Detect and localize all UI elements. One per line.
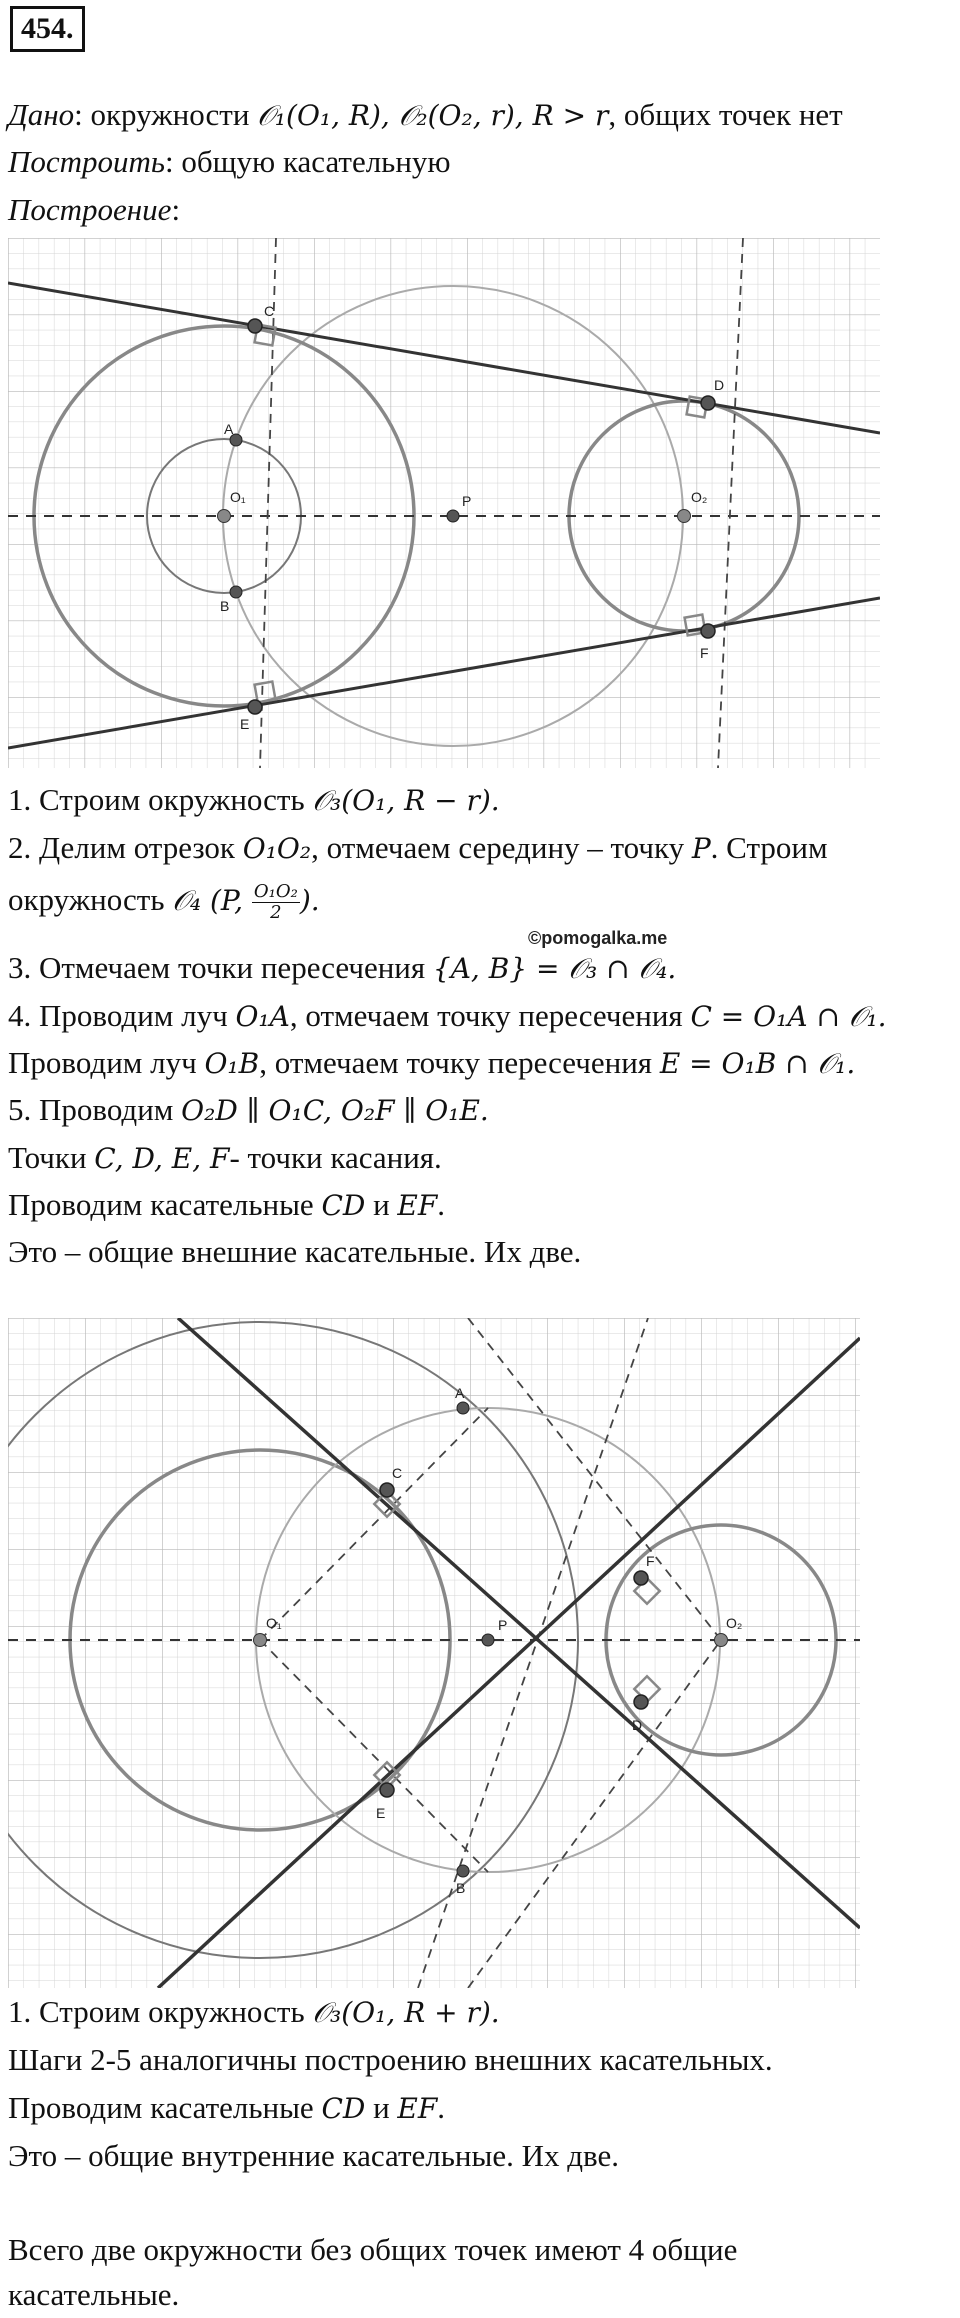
label-d: D — [632, 1717, 643, 1733]
given-text-post: , общих точек нет — [608, 97, 843, 132]
grid-major — [8, 1318, 860, 1988]
point-o2 — [678, 510, 691, 523]
construction-label: Построение — [8, 192, 172, 227]
ext-step-3: 3. Отмечаем точки пересечения {A, B} = 𝒪₃ ∩ 𝒪₄. — [8, 950, 677, 985]
label-o1: O₁ — [266, 1615, 282, 1631]
figure-internal-tangents — [8, 1318, 860, 1988]
point-o2 — [715, 1634, 728, 1647]
label-o2: O₂ — [691, 489, 708, 505]
int-step-2: Шаги 2-5 аналогичны построению внешних касательных. — [8, 2042, 773, 2077]
label-c: C — [392, 1465, 403, 1481]
point-a — [457, 1402, 469, 1414]
given-math: 𝒪₁(O₁, R), 𝒪₂(O₂, r), R > r — [257, 99, 609, 132]
ext-step-6: Точки C, D, E, F- точки касания. — [8, 1140, 442, 1175]
grid-major — [8, 238, 880, 768]
label-d: D — [714, 377, 725, 393]
point-d — [634, 1695, 648, 1709]
construction-line: Построение: — [8, 192, 181, 227]
point-c — [380, 1483, 394, 1497]
point-b — [230, 586, 242, 598]
label-e: E — [240, 716, 250, 732]
ext-step-2: 2. Делим отрезок O₁O₂, отмечаем середину – точку P. Строим — [8, 830, 828, 865]
point-p — [482, 1634, 494, 1646]
construct-line: Построить: общую касательную — [8, 144, 451, 179]
conclusion-line-2: касательные. — [8, 2277, 180, 2312]
ext-step-5: 5. Проводим O₂D ∥ O₁C, O₂F ∥ O₁E. — [8, 1092, 489, 1127]
int-step-3: Проводим касательные CD и EF. — [8, 2090, 446, 2125]
label-o1: O₁ — [230, 489, 246, 505]
label-e: E — [376, 1805, 386, 1821]
ext-step-4b: Проводим луч O₁B, отмечаем точку пересечения E = O₁B ∩ 𝒪₁. — [8, 1045, 856, 1080]
point-d — [701, 396, 715, 410]
label-p: P — [462, 493, 472, 509]
ext-step-2b: окружность 𝒪₄ (P, $\frac{\text{O₁O₂}}{2}$ ). — [8, 881, 320, 924]
label-p: P — [498, 1617, 508, 1633]
label-a: A — [455, 1385, 465, 1401]
fraction: $\frac{\text{O₁O₂}}{2}$ — [253, 881, 298, 924]
label-b: B — [456, 1880, 466, 1896]
ext-step-1: 1. Строим окружность 𝒪₃(O₁, R − r). — [8, 782, 500, 817]
label-f: F — [646, 1553, 655, 1569]
watermark: ©pomogalka.me — [528, 928, 668, 948]
label-a: A — [224, 421, 234, 437]
point-e — [380, 1783, 394, 1797]
point-f — [634, 1571, 648, 1585]
point-b — [457, 1865, 469, 1877]
figure-external-tangents — [8, 238, 880, 768]
problem-number: 454. — [10, 6, 85, 52]
label-f: F — [700, 645, 709, 661]
ext-step-7: Проводим касательные CD и EF. — [8, 1187, 446, 1222]
label-o2: O₂ — [726, 1615, 743, 1631]
given-label: Дано — [8, 97, 75, 132]
point-p — [447, 510, 459, 522]
ext-step-8: Это – общие внешние касательные. Их две. — [8, 1234, 582, 1269]
label-b: B — [220, 598, 230, 614]
construct-label: Построить — [8, 144, 166, 179]
point-f — [701, 624, 715, 638]
conclusion-line-1: Всего две окружности без общих точек имеют 4 общие — [8, 2232, 738, 2267]
label-c: C — [264, 303, 275, 319]
ext-step-4: 4. Проводим луч O₁A, отмечаем точку пересечения C = O₁A ∩ 𝒪₁. — [8, 998, 887, 1033]
given-line: Дано: окружности 𝒪₁(O₁, R), 𝒪₂(O₂, r), R > r, общих точек нет — [8, 97, 843, 132]
construct-text: общую касательную — [181, 144, 451, 179]
point-o1 — [254, 1634, 267, 1647]
given-text-pre: окружности — [90, 97, 258, 132]
point-o1 — [218, 510, 231, 523]
point-c — [248, 319, 262, 333]
int-step-4: Это – общие внутренние касательные. Их две. — [8, 2138, 619, 2173]
point-e — [248, 700, 262, 714]
int-step-1: 1. Строим окружность 𝒪₃(O₁, R + r). — [8, 1994, 500, 2029]
